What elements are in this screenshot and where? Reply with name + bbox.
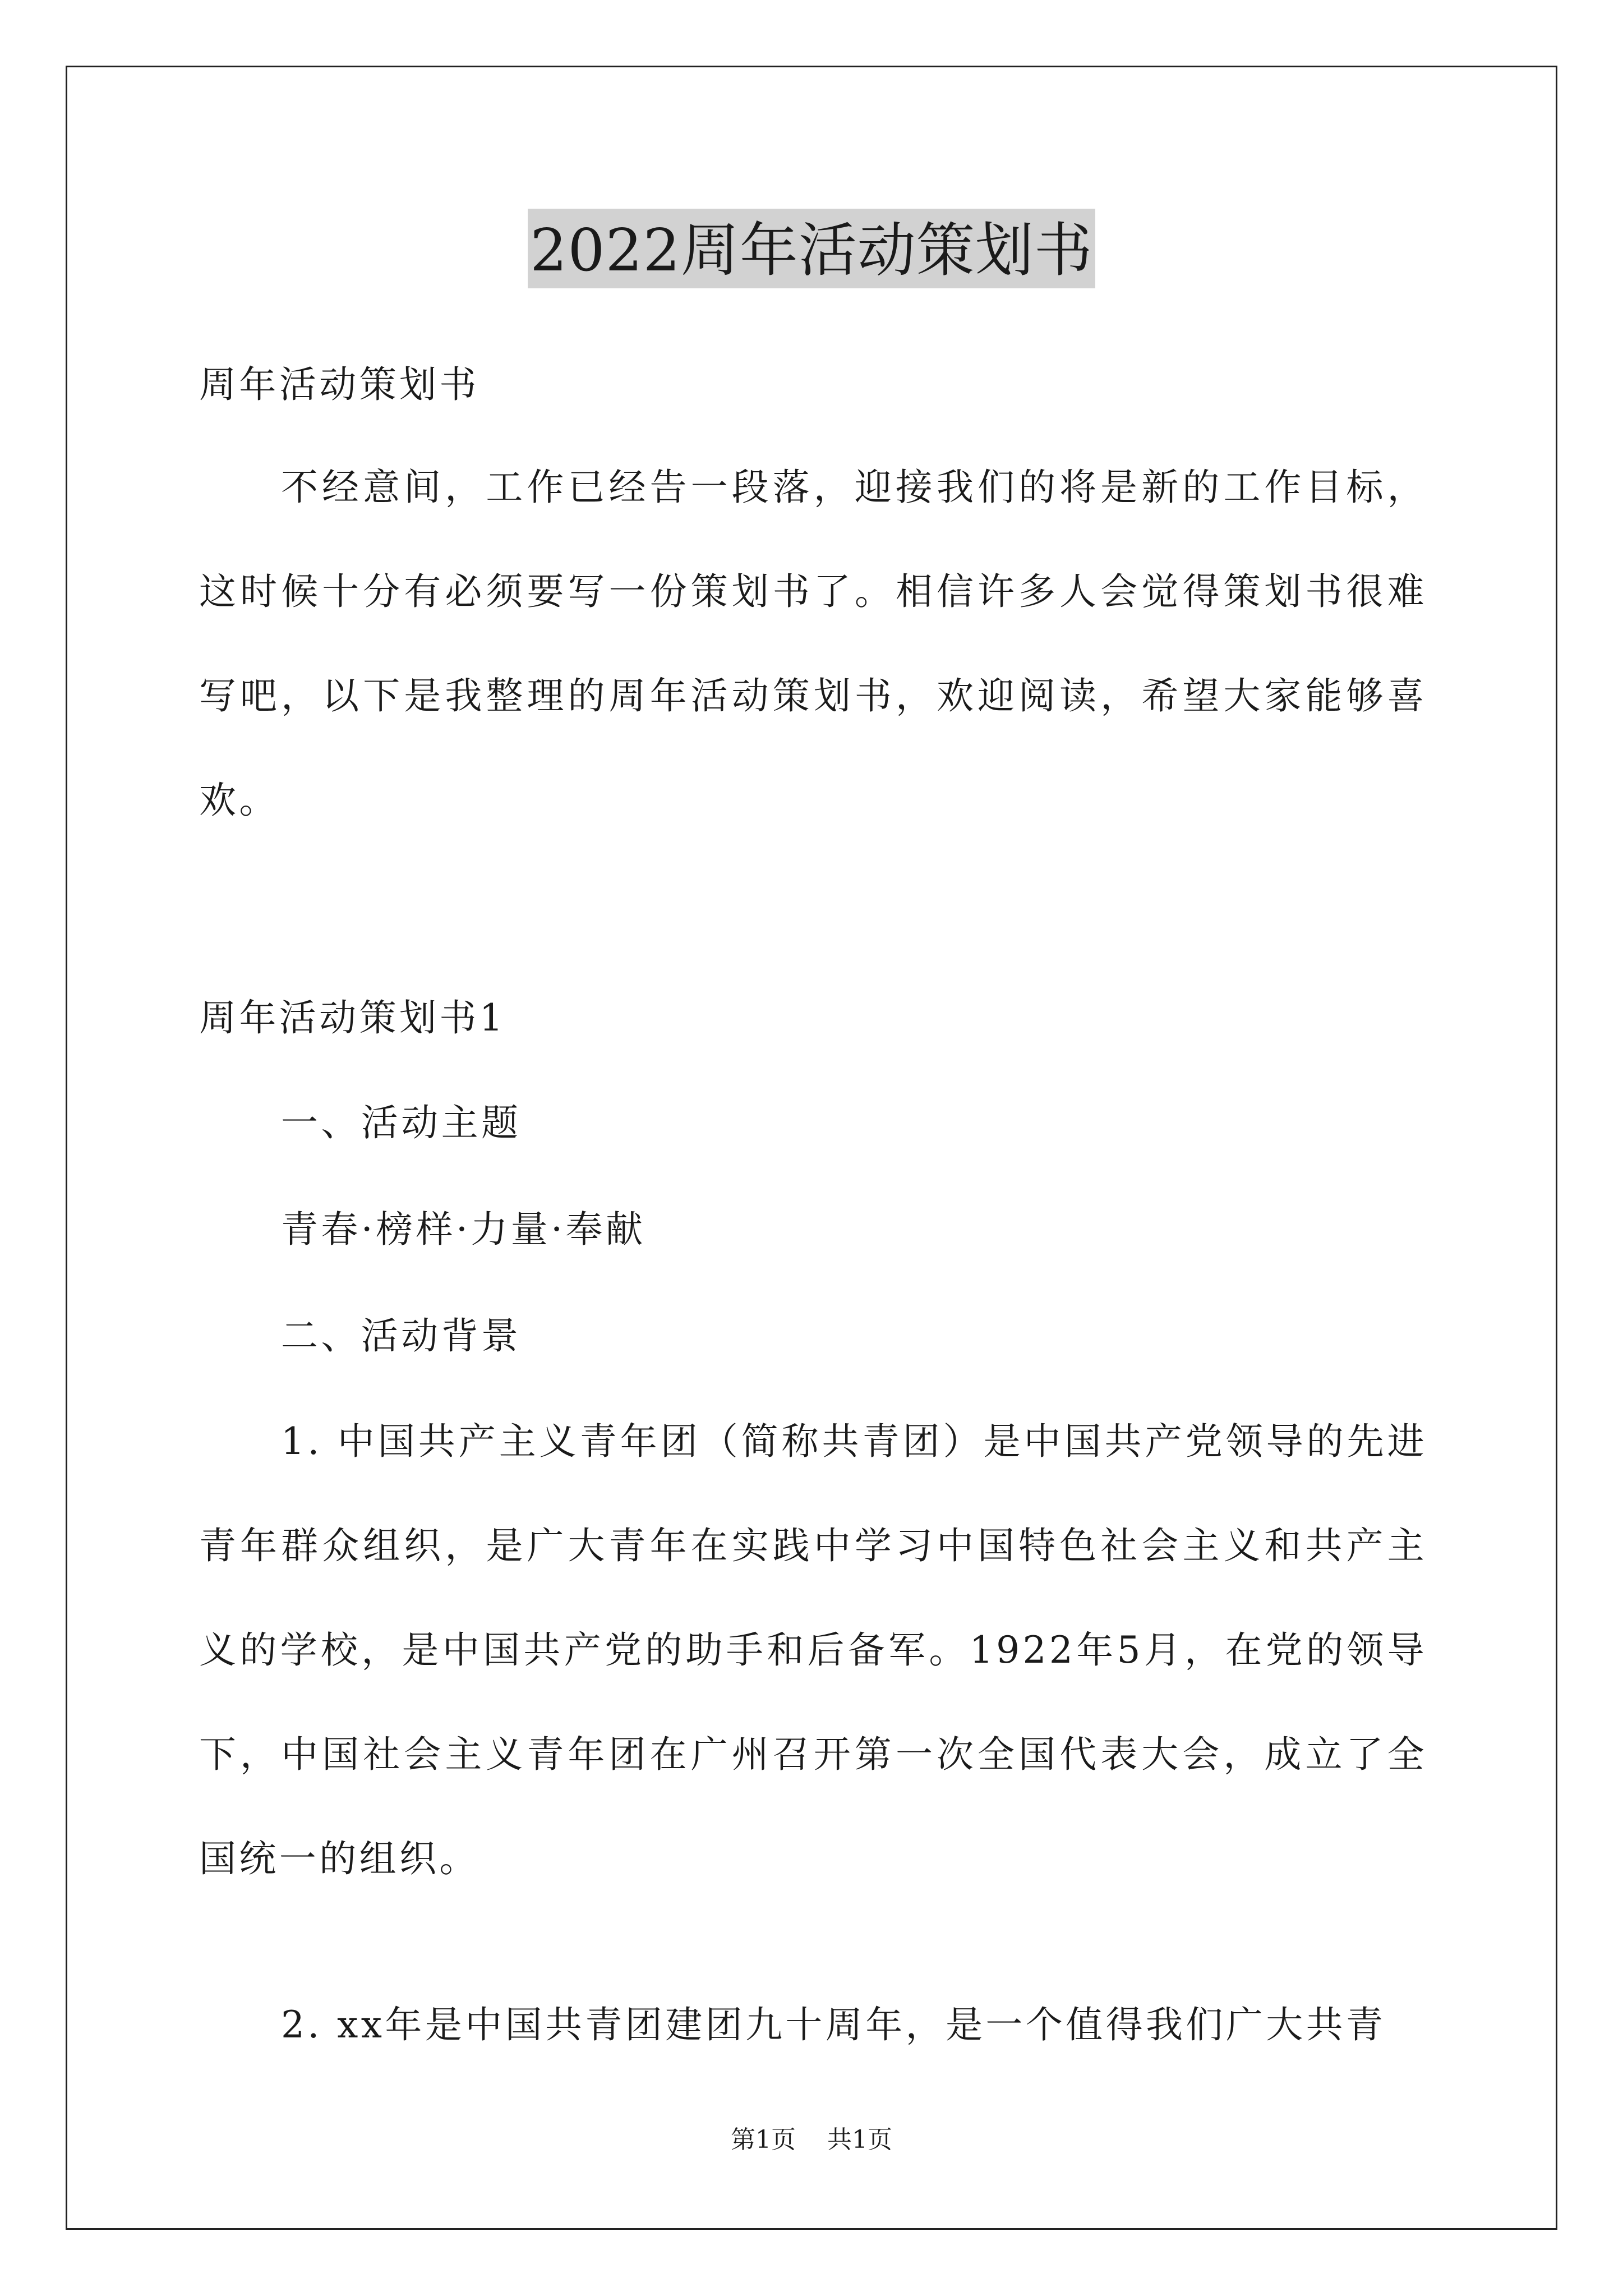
title-container bbox=[0, 209, 1623, 288]
background-item-2: 2. xx年是中国共青团建团九十周年，是一个值得我们广大共青 bbox=[281, 2003, 1386, 2046]
page-number: 第1页 bbox=[731, 2125, 796, 2154]
section-title: 周年活动策划书1 bbox=[199, 996, 506, 1039]
theme-text: 青春·榜样·力量·奉献 bbox=[281, 1208, 646, 1251]
heading-theme: 一、活动主题 bbox=[281, 1101, 522, 1144]
document-title: 2022周年活动策划书 bbox=[528, 209, 1095, 288]
heading-background: 二、活动背景 bbox=[281, 1314, 522, 1358]
page-footer bbox=[0, 2123, 1623, 2157]
intro-paragraph: 不经意间，工作已经告一段落，迎接我们的将是新的工作目标，这时候十分有必须要写一份策划书了。相信许多人会觉得策划书很难写吧，以下是我整理的周年活动策划书，欢迎阅读，希望大家能够喜欢。 bbox=[199, 466, 1427, 822]
page-total: 共1页 bbox=[827, 2125, 892, 2154]
background-item-1: 1. 中国共产主义青年团（简称共青团）是中国共产党领导的先进青年群众组织，是广大青年在实践中学习中国特色社会主义和共产主义的学校，是中国共产党的助手和后备军。1922年5月，在党的领导下，中国社会主义青年团在广州召开第一次全国代表大会，成立了全国统一的组织。 bbox=[199, 1420, 1427, 1880]
subtitle: 周年活动策划书 bbox=[199, 363, 479, 406]
